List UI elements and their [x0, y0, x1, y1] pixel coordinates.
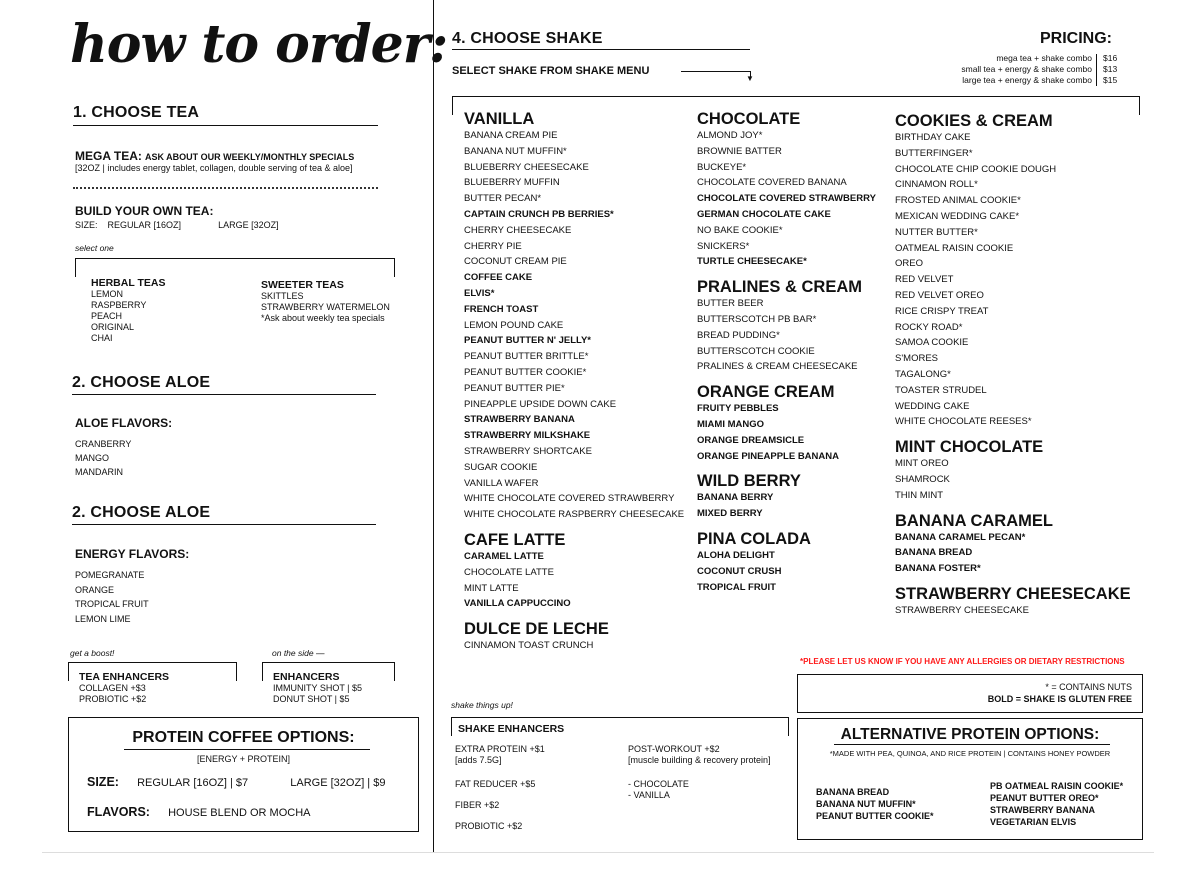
shake-item: BANANA FOSTER* — [895, 563, 981, 575]
herbal-title: HERBAL TEAS — [91, 277, 166, 289]
shake-enh-item: FAT REDUCER +$5 — [455, 779, 536, 789]
byo-title: BUILD YOUR OWN TEA: — [75, 204, 214, 218]
shake-group-title: BANANA CARAMEL — [895, 511, 1053, 530]
shake-item: RED VELVET OREO — [895, 289, 984, 301]
shake-group — [464, 531, 689, 612]
alt-protein-item: PEANUT BUTTER OREO* — [990, 793, 1099, 803]
shake-enh-right — [628, 744, 771, 801]
protein-coffee-flavors-row — [87, 805, 311, 819]
sweeter-teas — [261, 279, 390, 324]
bottom-rule — [42, 852, 1154, 853]
shake-item: BUTTER BEER — [697, 298, 764, 310]
alt-protein-right — [990, 780, 1123, 828]
step3-underline — [72, 524, 376, 525]
herbal-teas — [91, 277, 165, 344]
shake-item: FRUITY PEBBLES — [697, 403, 779, 415]
tea-enhancer-item: COLLAGEN +$3 — [79, 683, 146, 693]
shake-item: MEXICAN WEDDING CAKE* — [895, 210, 1020, 222]
pricing-price: $13 — [1103, 64, 1118, 74]
shake-item: WHITE CHOCOLATE COVERED STRAWBERRY — [464, 493, 675, 505]
step4-underline — [452, 49, 750, 50]
energy-flavors-list — [75, 568, 149, 626]
side-enhancers-list — [273, 683, 362, 705]
shake-group-title: WILD BERRY — [697, 472, 801, 491]
pricing-labels — [880, 53, 1092, 86]
shake-item: VANILLA CAPPUCCINO — [464, 598, 571, 610]
shake-group — [464, 620, 689, 654]
step4-heading: 4. CHOOSE SHAKE — [452, 30, 603, 47]
shake-item: BANANA BERRY — [697, 492, 774, 504]
shake-item: SAMOA COOKIE — [895, 337, 969, 349]
pricing-prices — [1103, 53, 1117, 86]
alt-protein-underline — [834, 744, 1110, 745]
legend-box — [797, 674, 1143, 713]
shake-item: WEDDING CAKE — [895, 400, 970, 412]
shake-item: TROPICAL FRUIT — [697, 581, 776, 593]
step2-underline — [72, 394, 376, 395]
pricing-label: small tea + energy & shake combo — [961, 64, 1092, 74]
shake-item: BUTTERSCOTCH PB BAR* — [697, 313, 817, 325]
shake-item: COCONUT CREAM PIE — [464, 256, 567, 268]
shake-enh-title: SHAKE ENHANCERS — [458, 723, 565, 735]
energy-item: LEMON LIME — [75, 613, 131, 624]
tea-enhancer-item: PROBIOTIC +$2 — [79, 694, 147, 704]
shake-item: PINEAPPLE UPSIDE DOWN CAKE — [464, 398, 617, 410]
select-one-label: select one — [75, 243, 114, 253]
byo-size-label: SIZE: — [75, 220, 98, 230]
shake-item: PEANUT BUTTER BRITTLE* — [464, 351, 589, 363]
shake-item: VANILLA WAFER — [464, 477, 539, 489]
shake-group — [464, 110, 689, 523]
alt-protein-note: *MADE WITH PEA, QUINOA, AND RICE PROTEIN | CONTAINS HONEY POWDER — [829, 749, 1111, 758]
shake-enh-left — [455, 744, 545, 832]
shake-item: CHOCOLATE COVERED BANANA — [697, 177, 847, 189]
shake-item: BIRTHDAY CAKE — [895, 132, 971, 143]
pricing-title: PRICING: — [1040, 30, 1112, 47]
shake-item: BUTTERSCOTCH COOKIE — [697, 345, 815, 357]
shake-enh-item: FIBER +$2 — [455, 800, 500, 810]
herbal-item: ORIGINAL — [91, 322, 135, 332]
aloe-flavors-list — [75, 437, 131, 479]
shake-item: NUTTER BUTTER* — [895, 226, 978, 238]
alt-protein-item: PEANUT BUTTER COOKIE* — [816, 811, 934, 821]
shake-item: ELVIS* — [464, 287, 495, 299]
shake-item: RED VELVET — [895, 274, 954, 286]
shake-group — [697, 278, 887, 375]
alt-protein-item: BANANA NUT MUFFIN* — [816, 799, 916, 809]
shake-item: CHERRY PIE — [464, 240, 522, 252]
alt-protein-item: VEGETARIAN ELVIS — [990, 817, 1077, 827]
sweeter-item: *Ask about weekly tea specials — [261, 313, 385, 323]
protein-coffee-title: PROTEIN COFFEE OPTIONS: — [132, 729, 355, 746]
shake-item: ORANGE DREAMSICLE — [697, 434, 805, 446]
shake-item: STRAWBERRY CHEESECAKE — [895, 604, 1029, 616]
shake-item: OREO — [895, 258, 923, 270]
shake-enh-note: [adds 7.5G] — [455, 755, 502, 765]
aloe-item: CRANBERRY — [75, 439, 132, 449]
shake-item: COCONUT CRUSH — [697, 565, 782, 577]
mega-tea-desc: [32OZ | includes energy tablet, collagen, double serving of tea & aloe] — [75, 163, 353, 173]
shake-enh-item: - VANILLA — [628, 790, 670, 800]
shake-item: OATMEAL RAISIN COOKIE — [895, 242, 1014, 254]
alt-protein-item: STRAWBERRY BANANA — [990, 805, 1096, 815]
shake-enh-item: POST-WORKOUT +$2 — [628, 744, 720, 754]
aloe-item: MANDARIN — [75, 467, 124, 477]
shake-item: BLUEBERRY CHEESECAKE — [464, 161, 589, 173]
shake-group-title: STRAWBERRY CHEESECAKE — [895, 584, 1131, 603]
aloe-item: MANGO — [75, 453, 110, 463]
shake-item: ORANGE PINEAPPLE BANANA — [697, 450, 839, 462]
tea-enhancers — [79, 671, 169, 705]
shake-item: LEMON POUND CAKE — [464, 319, 564, 331]
shake-item: PEANUT BUTTER PIE* — [464, 382, 565, 394]
shake-item: CINNAMON ROLL* — [895, 179, 978, 191]
side-enhancer-item: DONUT SHOT | $5 — [273, 694, 350, 704]
herbal-list — [91, 289, 165, 344]
alt-protein-box — [797, 718, 1143, 840]
protein-coffee-box — [68, 717, 419, 832]
shake-item: WHITE CHOCOLATE RASPBERRY CHEESECAKE — [464, 509, 685, 521]
shake-enh-item: PROBIOTIC +$2 — [455, 821, 523, 831]
shake-item: NO BAKE COOKIE* — [697, 224, 783, 236]
pricing-label: large tea + energy & shake combo — [962, 75, 1092, 85]
protein-coffee-underline — [124, 749, 370, 750]
shake-item: BUTTER PECAN* — [464, 193, 542, 205]
center-divider — [433, 0, 434, 852]
shake-item: FRENCH TOAST — [464, 303, 539, 315]
tea-enhancers-title: TEA ENHANCERS — [79, 671, 170, 683]
side-enhancers-title: ENHANCERS — [273, 671, 340, 683]
shake-group-title: ORANGE CREAM — [697, 383, 835, 402]
alt-protein-item: BANANA BREAD — [816, 787, 890, 797]
allergy-notice: *PLEASE LET US KNOW IF YOU HAVE ANY ALLERGIES OR DIETARY RESTRICTIONS — [800, 657, 1125, 666]
shake-group — [895, 438, 1140, 503]
shake-item: ALOHA DELIGHT — [697, 549, 775, 561]
shake-item: MIAMI MANGO — [697, 418, 765, 430]
shake-item: CHERRY CHEESECAKE — [464, 224, 572, 236]
shake-item: SUGAR COOKIE — [464, 461, 538, 473]
shake-group — [697, 383, 887, 464]
shake-group-title: MINT CHOCOLATE — [895, 438, 1044, 457]
shake-item: CHOCOLATE LATTE — [464, 566, 554, 578]
protein-coffee-size-regular: REGULAR [16OZ] | $7 — [137, 777, 249, 789]
herbal-item: LEMON — [91, 289, 124, 299]
shake-enh-item: EXTRA PROTEIN +$1 — [455, 744, 545, 754]
shake-enh-note: [muscle building & recovery protein] — [628, 755, 771, 765]
shake-item: CINNAMON TOAST CRUNCH — [464, 640, 594, 652]
step1-heading: 1. CHOOSE TEA — [73, 104, 200, 121]
arrow-down-icon: ▼ — [746, 74, 754, 83]
mega-tea-title: MEGA TEA: — [75, 149, 142, 163]
shake-item: COFFEE CAKE — [464, 272, 533, 284]
shake-item: WHITE CHOCOLATE REESES* — [895, 416, 1032, 428]
sweeter-item: STRAWBERRY WATERMELON — [261, 302, 390, 312]
dotted-divider — [73, 187, 378, 189]
shake-item: FROSTED ANIMAL COOKIE* — [895, 195, 1021, 207]
shake-group-title: COOKIES & CREAM — [895, 112, 1053, 130]
alt-protein-left — [816, 786, 934, 822]
shake-item: SNICKERS* — [697, 240, 750, 252]
energy-item: ORANGE — [75, 584, 115, 595]
byo-size-large: LARGE [32OZ] — [218, 220, 279, 230]
energy-item: TROPICAL FRUIT — [75, 599, 149, 609]
step2-heading: 2. CHOOSE ALOE — [72, 374, 211, 391]
shake-item: MINT OREO — [895, 458, 949, 470]
shake-item: STRAWBERRY MILKSHAKE — [464, 430, 591, 442]
shake-item: CARAMEL LATTE — [464, 550, 544, 562]
step1-underline — [73, 125, 378, 126]
shake-item: BANANA NUT MUFFIN* — [464, 145, 567, 157]
step3-heading: 2. CHOOSE ALOE — [72, 504, 211, 521]
shake-item: BANANA CARAMEL PECAN* — [895, 531, 1026, 543]
shake-enh-label: shake things up! — [451, 700, 513, 710]
shake-item: THIN MINT — [895, 489, 944, 501]
shake-item: PEANUT BUTTER N' JELLY* — [464, 335, 592, 347]
byo-size-line — [75, 220, 279, 231]
shake-item: RICE CRISPY TREAT — [895, 305, 989, 317]
shake-group-title: CAFE LATTE — [464, 530, 566, 549]
protein-coffee-size-row — [87, 775, 385, 789]
shake-group — [697, 110, 887, 270]
shake-item: BUTTERFINGER* — [895, 147, 973, 159]
pricing-divider — [1096, 54, 1097, 86]
shake-group — [895, 585, 1140, 619]
alt-protein-title: ALTERNATIVE PROTEIN OPTIONS: — [840, 726, 1100, 743]
shake-item: BLUEBERRY MUFFIN — [464, 177, 560, 189]
shake-item: STRAWBERRY BANANA — [464, 414, 575, 426]
shake-item: TOASTER STRUDEL — [895, 384, 987, 396]
pricing-price: $15 — [1103, 75, 1118, 85]
shake-item: GERMAN CHOCOLATE CAKE — [697, 208, 831, 220]
shake-item: PEANUT BUTTER COOKIE* — [464, 366, 587, 378]
shake-col-3 — [895, 112, 1140, 627]
mega-tea-line — [75, 149, 354, 163]
shake-item: STRAWBERRY SHORTCAKE — [464, 445, 592, 457]
side-enhancer-item: IMMUNITY SHOT | $5 — [273, 683, 363, 693]
shake-group-title: VANILLA — [464, 110, 535, 128]
shake-item: ALMOND JOY* — [697, 130, 763, 141]
pricing-price: $16 — [1103, 53, 1118, 63]
shake-item: BROWNIE BATTER — [697, 145, 782, 157]
shake-item: PRALINES & CREAM CHEESECAKE — [697, 361, 858, 373]
shake-item: CAPTAIN CRUNCH PB BERRIES* — [464, 208, 614, 220]
shake-group — [697, 530, 887, 595]
mega-tea-ask: ASK ABOUT OUR WEEKLY/MONTHLY SPECIALS — [144, 152, 355, 162]
tea-enhancers-list — [79, 683, 169, 705]
shake-item: TURTLE CHEESECAKE* — [697, 256, 807, 268]
select-arrow-line — [681, 71, 751, 72]
shake-group-title: PINA COLADA — [697, 529, 811, 548]
shake-enh-item: - CHOCOLATE — [628, 779, 689, 789]
shake-item: CHOCOLATE COVERED STRAWBERRY — [697, 193, 876, 205]
shake-group — [895, 112, 1140, 430]
aloe-flavors-title: ALOE FLAVORS: — [75, 416, 173, 430]
boost-label: get a boost! — [70, 648, 115, 658]
protein-coffee-size-label: SIZE: — [87, 775, 119, 789]
sweeter-list — [261, 291, 390, 324]
herbal-item: RASPBERRY — [91, 300, 147, 310]
energy-flavors-title: ENERGY FLAVORS: — [75, 547, 190, 561]
protein-coffee-flavors-label: FLAVORS: — [87, 805, 150, 819]
legend-nuts: * = CONTAINS NUTS — [1045, 682, 1132, 692]
shake-col-1 — [464, 110, 689, 662]
herbal-item: PEACH — [91, 311, 123, 321]
tea-bracket — [75, 258, 395, 277]
byo-size-regular: REGULAR [16OZ] — [107, 220, 182, 230]
energy-item: POMEGRANATE — [75, 570, 145, 580]
shake-group — [697, 472, 887, 522]
shake-item: ROCKY ROAD* — [895, 321, 963, 333]
herbal-item: CHAI — [91, 333, 113, 343]
legend-bold: BOLD = SHAKE IS GLUTEN FREE — [987, 694, 1132, 704]
sweeter-title: SWEETER TEAS — [261, 279, 344, 291]
sweeter-item: SKITTLES — [261, 291, 304, 301]
shake-col-2 — [697, 110, 887, 603]
shake-group-title: PRALINES & CREAM — [697, 278, 863, 297]
side-label: on the side — — [272, 648, 325, 658]
shake-group-title: DULCE DE LECHE — [464, 620, 609, 639]
shake-group — [895, 512, 1140, 577]
shake-item: BANANA CREAM PIE — [464, 130, 558, 141]
page-title: how to order: — [70, 14, 448, 75]
shake-item: S'MORES — [895, 353, 938, 365]
shake-item: BREAD PUDDING* — [697, 329, 780, 341]
shake-item: MINT LATTE — [464, 582, 519, 594]
protein-coffee-subtitle: [ENERGY + PROTEIN] — [196, 754, 291, 764]
shake-item: MIXED BERRY — [697, 508, 763, 520]
protein-coffee-size-large: LARGE [32OZ] | $9 — [290, 777, 386, 789]
shake-group-title: CHOCOLATE — [697, 110, 801, 128]
shake-item: TAGALONG* — [895, 368, 951, 380]
alt-protein-item: PB OATMEAL RAISIN COOKIE* — [990, 781, 1124, 791]
protein-coffee-flavors: HOUSE BLEND OR MOCHA — [168, 807, 311, 819]
shake-item: SHAMROCK — [895, 473, 950, 485]
pricing-label: mega tea + shake combo — [996, 53, 1092, 63]
shake-item: BUCKEYE* — [697, 161, 747, 173]
side-enhancers — [273, 671, 362, 705]
shake-item: BANANA BREAD — [895, 547, 973, 559]
select-shake-text: SELECT SHAKE FROM SHAKE MENU — [452, 65, 650, 77]
shake-item: CHOCOLATE CHIP COOKIE DOUGH — [895, 163, 1057, 175]
